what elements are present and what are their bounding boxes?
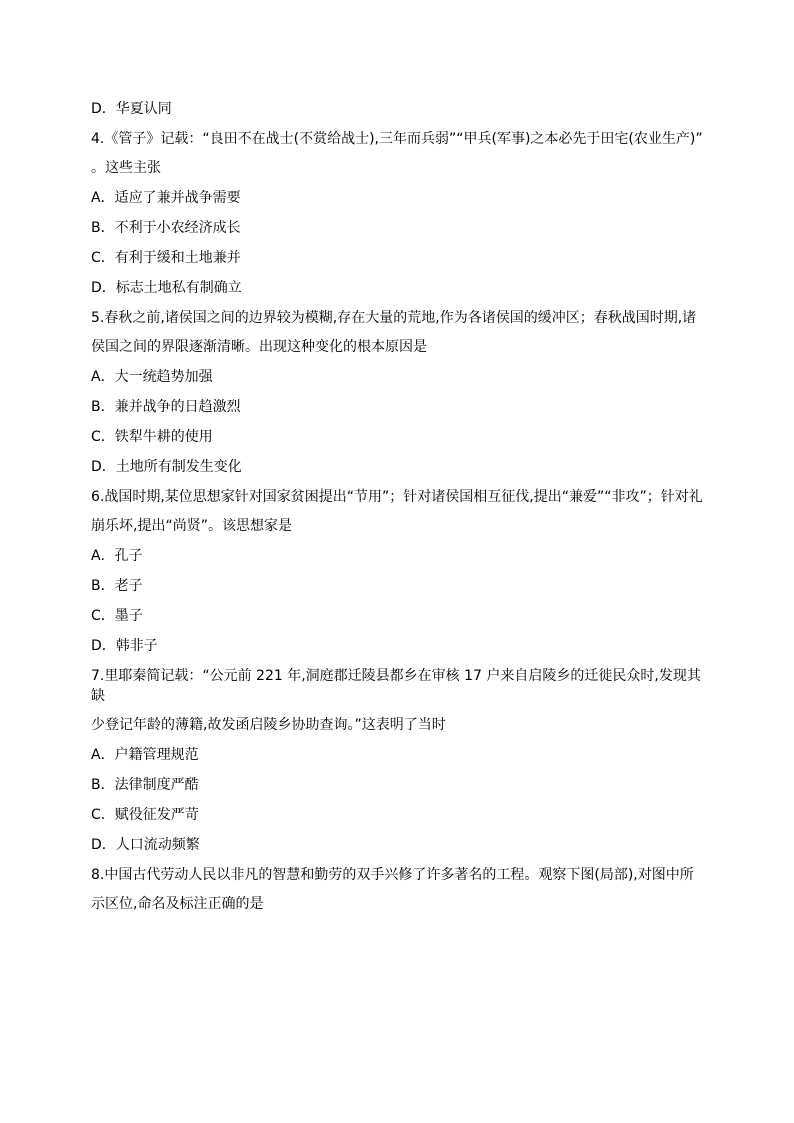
question-text: 7.里耶秦简记载：“公元前 221 年,洞庭郡迁陵县都乡在审核 17 户来自启陵乡的迁徙民众时,发现其缺 xyxy=(91,668,701,704)
answer-option: A．适应了兼并战争需要 xyxy=(91,190,241,206)
answer-option: D．华夏认同 xyxy=(91,101,172,117)
question-text-continued: 示区位,命名及标注正确的是 xyxy=(91,896,264,912)
answer-option: A．户籍管理规范 xyxy=(91,747,199,763)
exam-page xyxy=(91,99,703,924)
question-text: 4.《管子》记载：“良田不在战士(不赏给战士),三年而兵弱”“甲兵(军事)之本必先于田宅(农业生产)” xyxy=(91,131,703,147)
answer-option: B．老子 xyxy=(91,578,143,594)
answer-option: A．大一统趋势加强 xyxy=(91,369,213,385)
question-text: 8.中国古代劳动人民以非凡的智慧和勤劳的双手兴修了许多著名的工程。观察下图(局部),对图中所 xyxy=(91,867,694,883)
answer-option: D．土地所有制发生变化 xyxy=(91,459,242,475)
answer-option: C．赋役征发严苛 xyxy=(91,807,199,823)
answer-option: D．人口流动频繁 xyxy=(91,837,200,853)
answer-option: B．法律制度严酷 xyxy=(91,777,199,793)
question-text-continued: 少登记年龄的薄籍,故发函启陵乡协助查询。”这表明了当时 xyxy=(91,717,446,733)
answer-option: C．墨子 xyxy=(91,608,143,624)
question-text-continued: 侯国之间的界限逐渐清晰。出现这种变化的根本原因是 xyxy=(91,339,427,355)
answer-option: C．铁犁牛耕的使用 xyxy=(91,429,213,445)
answer-option: D．韩非子 xyxy=(91,638,158,654)
question-text: 5.春秋之前,诸侯国之间的边界较为模糊,存在大量的荒地,作为各诸侯国的缓冲区；春秋战国时期,诸 xyxy=(91,310,697,326)
question-text: 6.战国时期,某位思想家针对国家贫困提出“节用”；针对诸侯国相互征伐,提出“兼爱”“非攻”；针对礼 xyxy=(91,489,703,505)
answer-option: D．标志土地私有制确立 xyxy=(91,280,242,296)
answer-option: B．不利于小农经济成长 xyxy=(91,220,241,236)
question-text-continued: 崩乐坏,提出“尚贤”。该思想家是 xyxy=(91,518,292,534)
answer-option: C．有利于缓和土地兼并 xyxy=(91,250,241,266)
answer-option: A．孔子 xyxy=(91,548,143,564)
answer-option: B．兼并战争的日趋激烈 xyxy=(91,399,241,415)
question-text-continued: 。这些主张 xyxy=(91,160,161,176)
